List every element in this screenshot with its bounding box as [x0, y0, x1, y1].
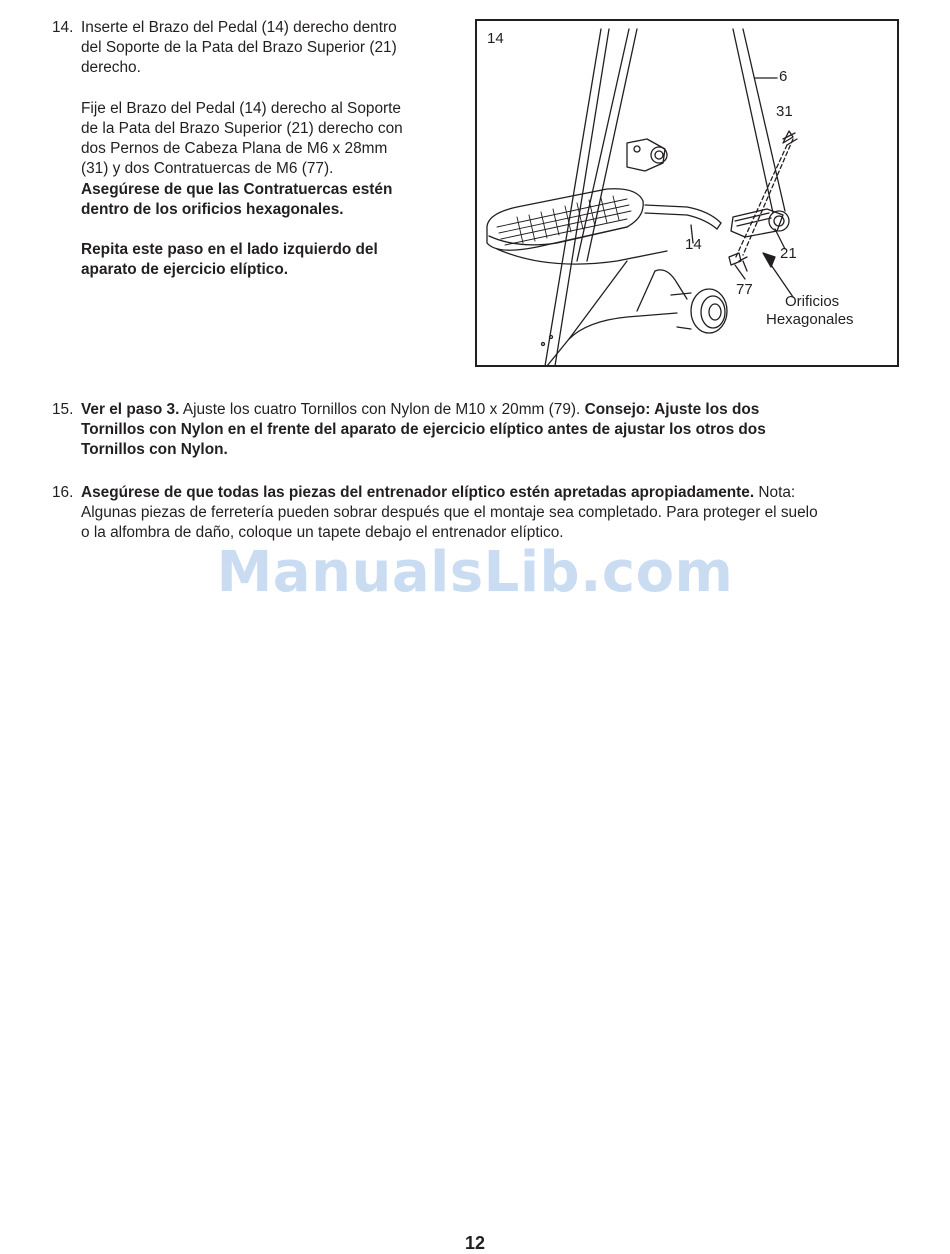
text-line — [81, 180, 403, 200]
bold-text: Tornillos con Nylon. — [81, 441, 228, 459]
callout-part-14: 14 — [685, 236, 702, 253]
text-line — [81, 159, 403, 179]
step-number: 15. — [52, 401, 74, 418]
bold-text: Repita este paso en el lado izquierdo del — [81, 241, 378, 259]
step-body — [81, 483, 818, 544]
bold-text: Ver el paso 3. — [81, 401, 180, 418]
text-line — [81, 200, 403, 220]
text-line — [81, 99, 403, 119]
text-line — [81, 400, 766, 420]
text: Nota: — [754, 484, 796, 501]
step-number: 16. — [52, 484, 74, 501]
text-line — [81, 503, 818, 523]
bold-text: Asegúrese de que las Contratuercas estén — [81, 180, 393, 198]
text-line — [81, 58, 403, 78]
step-number: 14. — [52, 19, 74, 36]
text-line — [81, 440, 766, 460]
bold-text: Tornillos con Nylon en el frente del aparato de ejercicio elíptico antes de ajustar los otros dos — [81, 421, 766, 439]
text-line — [81, 260, 403, 280]
figure-step-label: 14 — [487, 30, 504, 47]
callout-part-6: 6 — [779, 68, 788, 85]
text-line — [81, 18, 403, 38]
page-number: 12 — [464, 1233, 486, 1253]
assembly-figure — [475, 19, 899, 367]
text-line — [81, 38, 403, 58]
text-line — [81, 483, 818, 503]
callout-part-77: 77 — [736, 281, 753, 298]
text-line — [81, 119, 403, 139]
text: (31) y dos Contratuercas de M6 (77). — [81, 160, 334, 178]
text: Inserte el Brazo del Pedal (14) derecho dentro — [81, 19, 397, 36]
text: del Soporte de la Pata del Brazo Superior (21) — [81, 39, 397, 57]
text: Ajuste los cuatro Tornillos con Nylon de M10 x 20mm (79). — [179, 401, 585, 418]
text: Fije el Brazo del Pedal (14) derecho al Soporte — [81, 99, 401, 117]
text: Algunas piezas de ferretería pueden sobrar después que el montaje sea completado. Para proteger el suelo — [81, 504, 818, 522]
text-line — [81, 240, 403, 260]
callout-part-21: 21 — [780, 245, 797, 262]
text: de la Pata del Brazo Superior (21) derecho con — [81, 120, 403, 137]
step-body — [81, 400, 766, 461]
callout-hex-holes-line2: Hexagonales — [766, 311, 854, 328]
bold-text: Asegúrese de que todas las piezas del entrenador elíptico estén apretadas apropiadamente. — [81, 484, 755, 501]
step-body — [81, 18, 403, 281]
bold-text: aparato de ejercicio elíptico. — [81, 261, 288, 279]
text: o la alfombra de daño, coloque un tapete debajo el entrenador elíptico. — [81, 524, 564, 542]
watermark: ManualsLib.com — [216, 540, 734, 605]
text-line — [81, 420, 766, 440]
text: dos Pernos de Cabeza Plana de M6 x 28mm — [81, 140, 388, 158]
callout-part-31: 31 — [776, 103, 793, 120]
bold-text: Consejo: Ajuste los dos — [584, 401, 760, 418]
bold-text: dentro de los orificios hexagonales. — [81, 200, 344, 218]
text: derecho. — [81, 59, 141, 77]
paragraph-gap — [81, 79, 403, 99]
text-line — [81, 139, 403, 159]
paragraph-gap — [81, 220, 403, 240]
callout-hex-holes-line1: Orificios — [785, 293, 840, 310]
